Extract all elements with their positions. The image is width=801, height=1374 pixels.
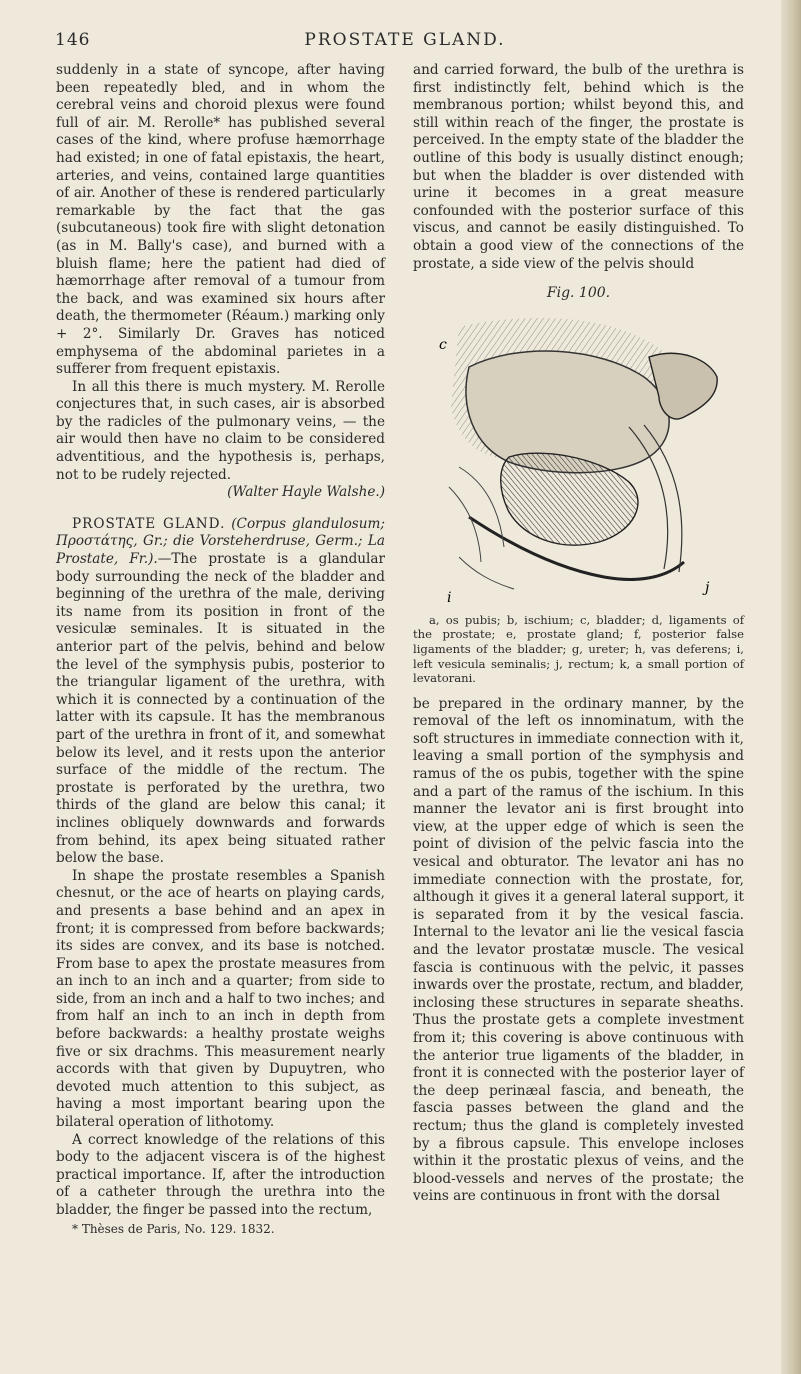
paragraph: In all this there is much mystery. M. Rerolle conjectures that, in such cases, air is absorbed by the radicles of the pulmonary veins, — the air would then have no claim to be considered adventitious, and the hypothesis is, perhaps, not to be rudely rejected. xyxy=(56,378,385,483)
figure-letter-c: c xyxy=(438,336,447,353)
footnote: * Thèses de Paris, No. 129. 1832. xyxy=(72,1221,275,1236)
paragraph: A correct knowledge of the relations of this body to the adjacent viscera is of the highest practical importance. If, after the introduction of a catheter through the urethra into the bladder, the finger be passed into the rectum, xyxy=(56,1131,385,1218)
signature-text: (Walter Hayle Walshe.) xyxy=(227,484,385,501)
anatomical-figure xyxy=(429,307,729,607)
article-heading: PROSTATE GLAND. xyxy=(72,515,226,532)
figure-letter-j: j xyxy=(704,579,709,596)
paragraph: and carried forward, the bulb of the urethra is first indistinctly felt, behind which is the membranous portion; whilst beyond this, and still within reach of the finger, the prostate is perceived. In the empty state of the bladder the outline of this body is usually distinct enough; but when the bladder is over distended with urine it becomes in a great measure confounded with the posterior surface of this viscus, and cannot be easily distinguished. To obtain a good view of the connections of the prostate, a side view of the pelvis should xyxy=(413,62,744,272)
paragraph: In shape the prostate resembles a Spanish chesnut, or the ace of hearts on playing cards, and presents a base behind and an apex in front; it is compressed from before backwards; its sides are convex, and its base is notched. From base to apex the prostate measures from an inch to an inch and a quarter; from side to side, from an inch and a half to two inches; and from half an inch to an inch in depth from before backwards: a healthy prostate weighs five or six drachms. This measurement nearly accords with that given by Dupuytren, who devoted much attention to this subject, as having a most important bearing upon the bilateral operation of lithotomy. xyxy=(56,867,385,1131)
paragraph: be prepared in the ordinary manner, by the removal of the left os innominatum, with the soft structures in immediate connection with it, leaving a small portion of the symphysis and ramus of the os pubis, together with the spine and a part of the ramus of the ischium. In this manner the levator ani is first brought into view, at the upper edge of which is seen the point of division of the pelvic fascia into the vesical and obturator. The levator ani has no immediate connection with the prostate, for, although it gives it a general lateral support, it is separated from it by the vesical fascia. Internal to the levator ani lie the vesical fascia and the levator prostatæ muscle. The vesical fascia is continuous with the pelvic, it passes inwards over the prostate, rectum, and bladder, inclosing these structures in separate sheaths. Thus the prostate gets a complete investment from it; this covering is above continuous with the anterior true ligaments of the bladder, in front it is connected with the posterior layer of the deep perinæal fascia, and beneath, the fascia passes between the gland and the rectum; thus the gland is completely invested by a fibrous capsule. This envelope incloses within it the prostatic plexus of veins, and the blood-vessels and nerves of the prostate; the veins are continuous in front with the dorsal xyxy=(413,695,744,1205)
figure-letter-i: i xyxy=(446,589,451,606)
figure-caption: a, os pubis; b, ischium; c, bladder; d, ligaments of the prostate; e, prostate gland; f, posterior false ligaments of the bladder; g, ureter; h, vas deferens; i, left vesicula seminalis; j, rectum; k, a small portion of levatorani. xyxy=(413,612,744,686)
running-header xyxy=(55,30,750,56)
author-signature xyxy=(56,484,385,502)
right-column xyxy=(413,62,744,1206)
article-synonyms: (Corpus glandulosum; Προστάτης, Gr.; die Vorsteherdruse, Germ.; La Prostate, Fr.). xyxy=(56,515,385,568)
paragraph: suddenly in a state of syncope, after having been repeatedly bled, and in whom the cerebral veins and choroid plexus were found full of air. M. Rerolle* has published several cases of the kind, where profuse hæmorrhage had existed; in one of fatal epistaxis, the heart, arteries, and veins, contained large quantities of air. Another of these is rendered particularly remarkable by the fact that the gas (subcutaneous) took fire with slight detonation (as in M. Bally's case), and burned with a bluish flame; here the patient had died of hæmorrhage after removal of a tumour from the back, and was examined six hours after death, the thermometer (Réaum.) marking only + 2°. Similarly Dr. Graves has noticed emphysema of the abdominal parietes in a sufferer from frequent epistaxis. xyxy=(56,62,385,378)
figure-label: Fig. 100. xyxy=(546,285,611,302)
page-number: 146 xyxy=(55,30,91,50)
article-intro xyxy=(56,516,385,868)
page-edge xyxy=(781,0,801,1374)
running-title: PROSTATE GLAND. xyxy=(304,30,506,50)
left-column xyxy=(56,62,385,1238)
article-intro-text: —The prostate is a glandular body surrounding the neck of the bladder and beginning of the urethra of the male, deriving its name from its position in front of the vesiculæ seminales. It is situated in the anterior part of the pelvis, behind and below the level of the symphysis pubis, posterior to the triangular ligament of the urethra, with which it is connected by a continuation of the latter with its capsule. It has the membranous part of the urethra in front of it, and somewhat below its level, and it rests upon the anterior surface of the middle of the rectum. The prostate is perforated by the urethra, two thirds of the gland are below this canal; it inclines obliquely downwards and forwards from behind, its apex being situated rather below the base. xyxy=(56,551,385,867)
